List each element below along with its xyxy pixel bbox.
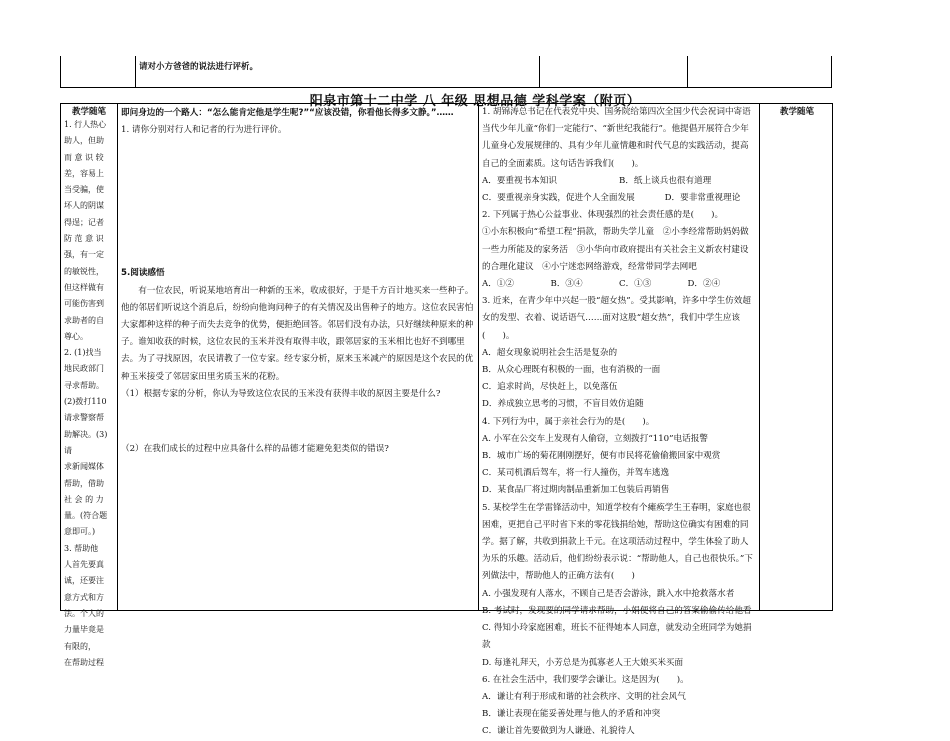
left-notes-body bbox=[61, 117, 117, 671]
sub-question-2: （2）在我们成长的过程中应具备什么样的品德才能避免犯类似的错误? bbox=[121, 444, 389, 455]
left-note-line: 诚，还要注 bbox=[64, 576, 104, 586]
option: A. 小强发现有人落水，不顾自己是否会游泳，跳入水中抢救落水者 bbox=[482, 588, 735, 599]
q2-body: ①小东积极向“希望工程”捐款，帮助失学儿童 ②小李经常帮助妈妈做一些力所能及的家务活 ③小华向市政府提出有关社会主义新农村建设的合理化建议 ④小宁迷恋网络游戏，经常带同学去网吧 bbox=[482, 227, 749, 272]
left-note-line: 地民政部门 bbox=[64, 364, 104, 374]
left-note-line: 尊心。 bbox=[64, 331, 88, 341]
option: D．养成独立思考的习惯，不盲目效仿追随 bbox=[482, 399, 644, 410]
option: C. 得知小玲家庭困难，班长不征得她本人同意，就发动全班同学为她捐款 bbox=[482, 623, 752, 651]
option: D．要非常重视理论 bbox=[664, 193, 741, 204]
option: A．①② bbox=[482, 279, 514, 290]
option: B．从众心理既有积极的一面，也有消极的一面 bbox=[482, 365, 661, 376]
left-note-line: 帮助，借助 bbox=[64, 478, 104, 488]
q1-stem: 1. 胡锦涛总书记在代表党中央、国务院给第四次全国少代会祝词中寄语当代少年儿童“你们一定能行”、“新世纪我能行”。他提倡开展符合少年儿童身心发展规律的、具有少年儿童情趣和时代气息的实践活动，提高自己的全面素质。这句话告诉我们( )。 bbox=[482, 107, 751, 169]
option: B．城市广场的菊花刚刚摆好，便有市民将花偷偷搬回家中观赏 bbox=[482, 451, 721, 462]
left-note-line: 强，有一定 bbox=[64, 250, 104, 260]
right-column bbox=[482, 104, 756, 737]
left-note-line: (2)拨打110 bbox=[64, 397, 107, 407]
q2-stem: 2. 下列属于热心公益事业、体现强烈的社会责任感的是( )。 bbox=[482, 210, 724, 221]
right-notes-column bbox=[760, 104, 834, 610]
q1-options-ab bbox=[482, 173, 756, 190]
left-note-line: 法。个人的 bbox=[64, 608, 104, 618]
q5-stem: 5. 某校学生在学雷锋活动中，知道学校有个瘫痪学生王春明，家庭也很困难，更把自己平时省下来的零花钱捐给她，帮助这位确实有困难的同学。据了解，共收到捐款上千元。在这项活动过程中，学生体验了助人为乐的乐趣。活动后，他们纷纷表示说：“帮助他人，自己也很快乐。”下列做法中，帮助他人的正确方法有( ) bbox=[482, 502, 753, 582]
left-note-line: 意方式和方 bbox=[64, 592, 104, 602]
middle-column bbox=[121, 104, 475, 610]
left-note-line: 得逞；记者 bbox=[64, 217, 104, 227]
q3-stem: 3. 近来，在青少年中兴起一股“超女热”。受其影响，许多中学生仿效超女的发型、衣着、说话语气……面对这股“超女热”，我们中学生应该( )。 bbox=[482, 296, 751, 341]
left-note-line: 防 范 意 识 bbox=[64, 234, 104, 244]
left-note-line: 差，容易上 bbox=[64, 168, 104, 178]
left-note-line: 可能伤害到 bbox=[64, 299, 104, 309]
left-note-line: 意即可。) bbox=[64, 527, 96, 537]
left-note-line: 人首先要真 bbox=[64, 560, 104, 570]
left-note-line: 当受骗，使 bbox=[64, 185, 104, 195]
left-note-line: 坏人的阴谋 bbox=[64, 201, 104, 211]
question-bold: 即问身边的一个路人：“怎么能肯定他是学生呢?”“应该没错，你看他长得多文静。”…… bbox=[121, 108, 454, 118]
left-note-line: 3. 帮助他 bbox=[64, 543, 99, 553]
option: D. 每逢礼拜天，小芳总是为孤寡老人王大娘买米买面 bbox=[482, 657, 684, 668]
q2-options bbox=[482, 276, 756, 293]
left-note-line: 请求警察帮 bbox=[64, 413, 104, 423]
option: B．纸上谈兵也很有道理 bbox=[619, 175, 712, 186]
option: C．谦让首先要做到为人谦逊、礼貌待人 bbox=[482, 726, 635, 737]
main-table bbox=[117, 103, 833, 737]
section-5-title: 5.阅读感悟 bbox=[121, 268, 165, 279]
option: C．追求时尚，尽快赶上，以免落伍 bbox=[482, 382, 618, 393]
left-note-line: 的敏锐性， bbox=[64, 266, 104, 276]
q4-stem: 4. 下列行为中，属于亲社会行为的是( )。 bbox=[482, 416, 655, 427]
option: A. 小军在公交车上发现有人偷窃，立刻拨打“110”电话报警 bbox=[482, 433, 708, 444]
previous-table-fragment bbox=[60, 56, 832, 88]
left-note-line: 但这样做有 bbox=[64, 282, 104, 292]
option: C．①③ bbox=[619, 279, 652, 290]
option: A．超女现象说明社会生活是复杂的 bbox=[482, 347, 618, 358]
left-notes-header: 教学随笔 bbox=[71, 107, 106, 117]
reading-passage: 有一位农民，听说某地培育出一种新的玉米，收成很好，于是千方百计地买来一些种子。他的邻居们听说这个消息后，纷纷向他询问种子的有关情况及出售种子的地方。这位农民害怕大家都种这样的种子而失去竞争的优势，便拒绝回答。邻居们没有办法，只好继续种原来的种子。谁知收获的时候，这位农民的玉米并没有取得丰收，跟邻居家的玉米相比也好不到哪里去。为了寻找原因，农民请教了一位专家。经专家分析，原来玉米减产的原因是这个农民的优种玉米接受了邻居家田里劣质玉米的花粉。 bbox=[121, 285, 474, 382]
column-divider bbox=[478, 104, 479, 610]
left-note-line: 有限的， bbox=[64, 641, 96, 651]
left-note-line: 1. 行人热心 bbox=[64, 120, 107, 129]
left-note-line: 力量毕竟是 bbox=[64, 625, 104, 635]
right-notes-header: 教学随笔 bbox=[779, 107, 814, 117]
fragment-cell bbox=[539, 56, 688, 88]
left-notes-column bbox=[60, 103, 117, 667]
option: A．谦让有利于形成和谐的社会秩序、文明的社会风气 bbox=[482, 691, 686, 702]
fragment-cell bbox=[61, 56, 136, 88]
left-note-line: 在帮助过程 bbox=[64, 657, 104, 667]
left-note-line: 量。(符合题 bbox=[64, 511, 108, 521]
left-note-line: 社 会 的 力 bbox=[64, 494, 104, 504]
left-note-line: 而 意 识 较 bbox=[64, 152, 104, 162]
evaluation-prompt: 请对小方爸爸的说法进行评析。 bbox=[139, 62, 259, 72]
left-note-line: 求助者的自 bbox=[64, 315, 104, 325]
option: C．要重视亲身实践，促进个人全面发展 bbox=[482, 193, 635, 204]
left-note-line: 寻求帮助。 bbox=[64, 380, 104, 390]
option: D．某食品厂将过期肉制品重新加工包装后再销售 bbox=[482, 485, 670, 496]
option: C．某司机酒后驾车，将一行人撞伤，并驾车逃逸 bbox=[482, 468, 670, 479]
left-note-line: 助解决。(3) bbox=[64, 429, 108, 439]
page-title: 阳泉市第十二中学 八 年级 思想品德 学科学案（附页） bbox=[309, 94, 641, 109]
question-1: 1. 请你分别对行人和记者的行为进行评价。 bbox=[121, 125, 287, 136]
sub-question-1: （1）根据专家的分析，你认为导致这位农民的玉米没有获得丰收的原因主要是什么? bbox=[121, 388, 441, 399]
option: B．谦让表现在能妥善处理与他人的矛盾和冲突 bbox=[482, 709, 661, 720]
q6-stem: 6. 在社会生活中，我们要学会谦让。这是因为( )。 bbox=[482, 674, 689, 685]
left-note-line: 请 bbox=[64, 445, 72, 455]
q1-options-cd bbox=[482, 190, 756, 207]
left-note-line: 助人，但助 bbox=[64, 136, 104, 146]
left-note-line: 求新闻媒体 bbox=[64, 462, 104, 472]
option: A．要重视书本知识 bbox=[482, 175, 557, 186]
option: D．②④ bbox=[687, 279, 721, 290]
option: B．③④ bbox=[550, 279, 583, 290]
option: B. 考试时，发现要的同学请求帮助，小娟便将自己的答案偷偷传给他看 bbox=[482, 605, 752, 616]
left-note-line: 2. (1)找当 bbox=[64, 348, 102, 358]
